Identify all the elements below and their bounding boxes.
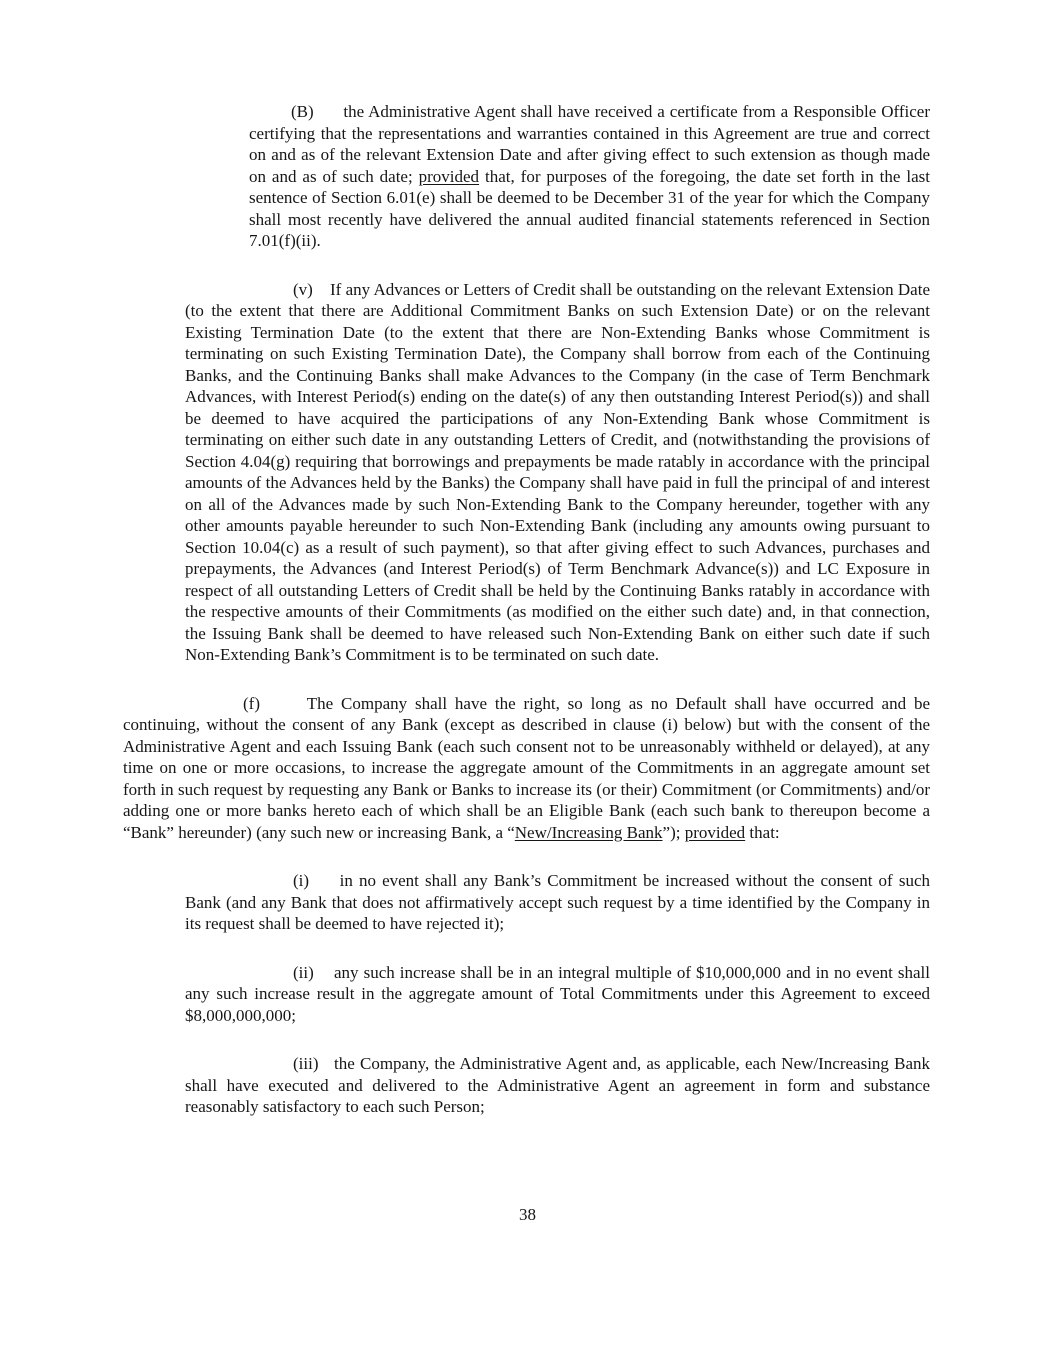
paragraph-f <box>123 693 930 844</box>
paragraph-B-text-2: that, for purposes of the foregoing, the date set forth in the last sentence of Section 6.01(e) shall be deemed to be December 31 of the year for which the Company shall most recently have delivered the annual audited financial statements referenced in Section 7.01(f)(ii). <box>249 166 930 250</box>
paragraph-f-new-increasing-bank-underline: New/Increasing Bank <box>514 822 663 842</box>
paragraph-v: (v) If any Advances or Letters of Credit shall be outstanding on the relevant Extension Date (to the extent that there are Additional Commitment Banks on such Extension Date) or on the relevant Existing Termination Date (to the extent that there are Non-Extending Banks whose Commitment is terminating on such Existing Termination Date), the Company shall borrow from each of the Continuing Banks, and the Continuing Banks shall make Advances to the Company (in the case of Term Benchmark Advances, with Interest Period(s) ending on the date(s) of any then outstanding Interest Period(s)) and shall be deemed to have acquired the participations of any Non-Extending Bank whose Commitment is terminating on either such date in any outstanding Letters of Credit, and (notwithstanding the provisions of Section 4.04(g) requiring that borrowings and prepayments be made ratably in accordance with the principal amounts of the Advances held by the Banks) the Company shall have paid in full the principal of and interest on all of the Advances made by such Non-Extending Bank to the Company hereunder, together with any other amounts payable hereunder to such Non-Extending Bank (including any amounts owing pursuant to Section 10.04(c) as a result of such payment), so that after giving effect to such Advances, purchases and prepayments, the Advances (and Interest Period(s) of Term Benchmark Advance(s)) and LC Exposure in respect of all outstanding Letters of Credit shall be held by the Continuing Banks ratably in accordance with the respective amounts of their Commitments (as modified on the either such date) and, in that connection, the Issuing Bank shall be deemed to have released such Non-Extending Bank on either such date if such Non-Extending Bank’s Commitment is to be terminated on such date. <box>185 279 930 664</box>
page-content <box>123 101 930 1145</box>
paragraph-iii: (iii) the Company, the Administrative Agent and, as applicable, each New/Increasing Bank shall have executed and delivered to the Administrative Agent an agreement in form and substance reasonably satisfactory to each such Person; <box>185 1054 930 1116</box>
paragraph-f-text-1: (f) The Company shall have the right, so long as no Default shall have occurred and be continuing, without the consent of any Bank (except as described in clause (i) below) but with the consent of the Administrative Agent and each Issuing Bank (each such consent not to be unreasonably withheld or delayed), at any time on one or more occasions, to increase the aggregate amount of the Commitments in an aggregate amount set forth in such request by requesting any Bank or Banks to increase its (or their) Commitment (or Commitments) and/or adding one or more banks hereto each of which shall be an Eligible Bank (each such bank to thereupon become a “Bank” hereunder) (any such new or increasing Bank, a “ <box>123 693 930 842</box>
paragraph-f-text-2: ”); <box>662 822 685 842</box>
paragraph-B-provided-underline: provided <box>418 166 480 186</box>
paragraph-ii: (ii) any such increase shall be in an integral multiple of $10,000,000 and in no event shall any such increase result in the aggregate amount of Total Commitments under this Agreement to exceed $8,000,000,000; <box>185 962 930 1025</box>
paragraph-B <box>249 101 930 252</box>
paragraph-f-provided-underline: provided <box>684 822 746 842</box>
paragraph-B-text-1: (B) the Administrative Agent shall have received a certificate from a Responsible Officer certifying that the representations and warranties contained in this Agreement are true and correct on and as of the relevant Extension Date and after giving effect to such extension as though made on and as of such date; <box>249 102 930 186</box>
paragraph-i: (i) in no event shall any Bank’s Commitment be increased without the consent of such Bank (and any Bank that does not affirmatively accept such request by a time identified by the Company in its request shall be deemed to have rejected it); <box>185 871 930 933</box>
page-number: 38 <box>519 1205 536 1224</box>
paragraph-f-text-3: that: <box>745 822 780 842</box>
